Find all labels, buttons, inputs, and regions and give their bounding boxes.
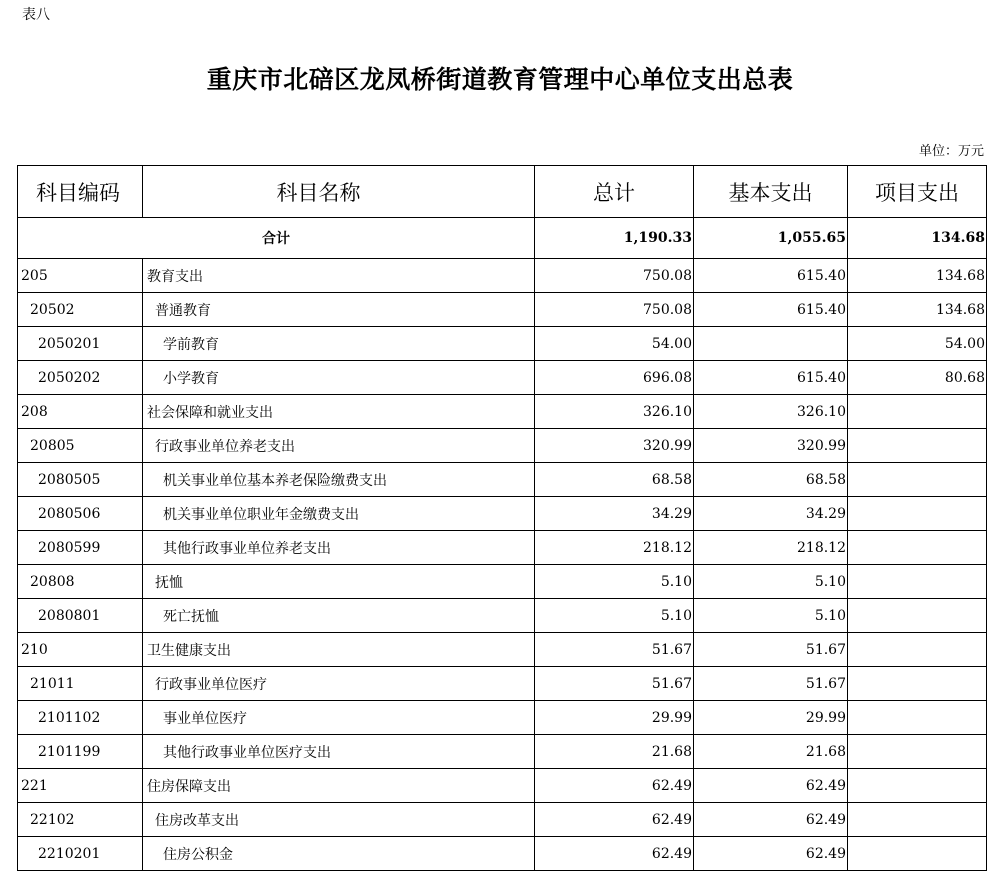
row-name-cell: 住房公积金 [143, 837, 535, 871]
table-row [18, 735, 987, 769]
row-code-cell: 2101102 [18, 701, 143, 735]
row-total-cell: 51.67 [535, 633, 694, 667]
row-code-cell: 20805 [18, 429, 143, 463]
column-header-name: 科目名称 [143, 166, 535, 218]
row-name-cell: 机关事业单位基本养老保险缴费支出 [143, 463, 535, 497]
row-code-cell: 221 [18, 769, 143, 803]
row-basic-cell: 615.40 [694, 259, 848, 293]
row-code-cell: 2080599 [18, 531, 143, 565]
row-project-cell: 134.68 [848, 293, 987, 327]
row-name-cell: 死亡抚恤 [143, 599, 535, 633]
row-basic-cell: 68.58 [694, 463, 848, 497]
row-project-cell [848, 837, 987, 871]
document-title: 重庆市北碚区龙凤桥街道教育管理中心单位支出总表 [206, 65, 794, 94]
row-basic-cell: 34.29 [694, 497, 848, 531]
row-total-cell: 34.29 [535, 497, 694, 531]
row-name-cell: 抚恤 [143, 565, 535, 599]
row-code-cell: 2101199 [18, 735, 143, 769]
row-total-cell: 54.00 [535, 327, 694, 361]
row-project-cell [848, 497, 987, 531]
table-row [18, 531, 987, 565]
row-basic-cell: 615.40 [694, 293, 848, 327]
row-total-cell: 750.08 [535, 293, 694, 327]
row-basic-cell: 615.40 [694, 361, 848, 395]
row-total-cell: 29.99 [535, 701, 694, 735]
row-name-cell: 学前教育 [143, 327, 535, 361]
table-row [18, 803, 987, 837]
row-project-cell [848, 667, 987, 701]
row-name-cell: 行政事业单位养老支出 [143, 429, 535, 463]
row-basic-cell: 62.49 [694, 837, 848, 871]
row-total-cell: 5.10 [535, 565, 694, 599]
row-code-cell: 2050202 [18, 361, 143, 395]
row-project-cell [848, 395, 987, 429]
row-basic-cell: 51.67 [694, 633, 848, 667]
table-row [18, 497, 987, 531]
row-name-cell: 卫生健康支出 [143, 633, 535, 667]
row-name-cell: 住房保障支出 [143, 769, 535, 803]
row-code-cell: 2210201 [18, 837, 143, 871]
row-basic-cell: 62.49 [694, 803, 848, 837]
row-project-cell: 134.68 [848, 259, 987, 293]
table-row [18, 361, 987, 395]
row-code-cell: 205 [18, 259, 143, 293]
row-basic-cell: 21.68 [694, 735, 848, 769]
row-basic-cell: 326.10 [694, 395, 848, 429]
total-cell-project: 134.68 [848, 218, 987, 259]
row-total-cell: 218.12 [535, 531, 694, 565]
row-name-cell: 其他行政事业单位养老支出 [143, 531, 535, 565]
table-row [18, 701, 987, 735]
row-name-cell: 事业单位医疗 [143, 701, 535, 735]
row-code-cell: 21011 [18, 667, 143, 701]
row-basic-cell: 218.12 [694, 531, 848, 565]
table-row [18, 633, 987, 667]
row-basic-cell: 51.67 [694, 667, 848, 701]
row-total-cell: 696.08 [535, 361, 694, 395]
row-total-cell: 326.10 [535, 395, 694, 429]
row-basic-cell: 29.99 [694, 701, 848, 735]
table-row [18, 565, 987, 599]
row-code-cell: 2080801 [18, 599, 143, 633]
table-header-row [18, 166, 987, 218]
table-row [18, 395, 987, 429]
row-project-cell [848, 599, 987, 633]
row-project-cell [848, 701, 987, 735]
row-total-cell: 51.67 [535, 667, 694, 701]
row-name-cell: 普通教育 [143, 293, 535, 327]
table-row [18, 463, 987, 497]
total-label: 合计 [18, 218, 535, 259]
row-basic-cell: 5.10 [694, 599, 848, 633]
table-row [18, 667, 987, 701]
row-project-cell [848, 769, 987, 803]
row-code-cell: 22102 [18, 803, 143, 837]
unit-label: 单位：万元 [918, 144, 984, 159]
row-project-cell [848, 565, 987, 599]
table-row [18, 837, 987, 871]
column-header-total: 总计 [535, 166, 694, 218]
row-total-cell: 5.10 [535, 599, 694, 633]
table-row [18, 429, 987, 463]
table-number-label: 表八 [22, 7, 50, 23]
row-project-cell [848, 429, 987, 463]
row-total-cell: 62.49 [535, 769, 694, 803]
row-name-cell: 机关事业单位职业年金缴费支出 [143, 497, 535, 531]
row-basic-cell: 62.49 [694, 769, 848, 803]
row-total-cell: 750.08 [535, 259, 694, 293]
row-project-cell [848, 463, 987, 497]
table-row [18, 599, 987, 633]
table-row [18, 769, 987, 803]
row-code-cell: 2080505 [18, 463, 143, 497]
expenditure-table [17, 165, 987, 871]
row-project-cell [848, 531, 987, 565]
row-project-cell: 54.00 [848, 327, 987, 361]
row-total-cell: 62.49 [535, 837, 694, 871]
row-basic-cell: 320.99 [694, 429, 848, 463]
row-name-cell: 住房改革支出 [143, 803, 535, 837]
row-code-cell: 208 [18, 395, 143, 429]
table-row [18, 259, 987, 293]
table-row [18, 327, 987, 361]
column-header-code: 科目编码 [18, 166, 143, 218]
row-code-cell: 2080506 [18, 497, 143, 531]
row-total-cell: 320.99 [535, 429, 694, 463]
row-project-cell: 80.68 [848, 361, 987, 395]
row-total-cell: 62.49 [535, 803, 694, 837]
row-project-cell [848, 633, 987, 667]
row-code-cell: 20502 [18, 293, 143, 327]
row-name-cell: 行政事业单位医疗 [143, 667, 535, 701]
table-body [18, 218, 987, 871]
column-header-basic: 基本支出 [694, 166, 848, 218]
row-name-cell: 教育支出 [143, 259, 535, 293]
row-name-cell: 小学教育 [143, 361, 535, 395]
total-row [18, 218, 987, 259]
total-cell-basic: 1,055.65 [694, 218, 848, 259]
row-total-cell: 21.68 [535, 735, 694, 769]
row-code-cell: 20808 [18, 565, 143, 599]
table-row [18, 293, 987, 327]
row-basic-cell [694, 327, 848, 361]
row-code-cell: 210 [18, 633, 143, 667]
row-project-cell [848, 803, 987, 837]
row-total-cell: 68.58 [535, 463, 694, 497]
row-project-cell [848, 735, 987, 769]
row-name-cell: 其他行政事业单位医疗支出 [143, 735, 535, 769]
row-name-cell: 社会保障和就业支出 [143, 395, 535, 429]
row-code-cell: 2050201 [18, 327, 143, 361]
column-header-project: 项目支出 [848, 166, 987, 218]
row-basic-cell: 5.10 [694, 565, 848, 599]
total-cell-total: 1,190.33 [535, 218, 694, 259]
